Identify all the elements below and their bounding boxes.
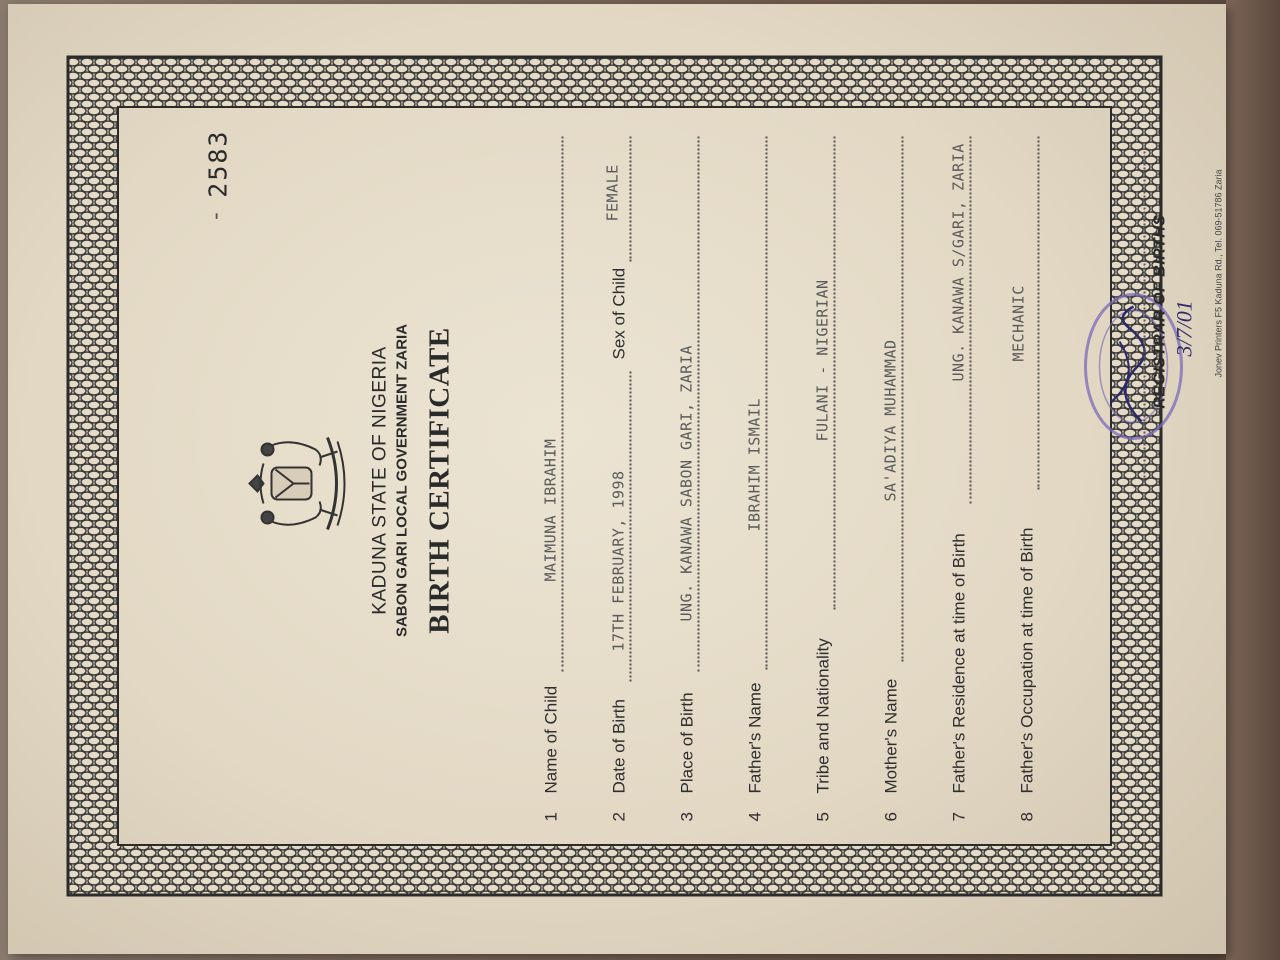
field-place-of-birth [678, 137, 702, 822]
certificate-content [92, 60, 1224, 902]
field-value: FULANI - NIGERIAN [813, 279, 832, 442]
field-fathers-name [746, 137, 770, 822]
field-number: 3 [677, 812, 697, 822]
field-value: IBRAHIM ISMAIL [745, 398, 764, 532]
certificate-title: BIRTH CERTIFICATE [423, 327, 456, 634]
registrar-of-births: REGISTRAR OF BIRTHS [1151, 214, 1169, 409]
field-fathers-residence [950, 137, 974, 822]
serial-number: 2583 [203, 129, 233, 198]
field-number: 5 [813, 812, 833, 822]
printer-imprint: Jonev Printers F5 Kaduna Rd., Tel. 069-51786 Zaria [1213, 169, 1224, 378]
field-label: Name of Child [541, 685, 561, 794]
dotted-line [562, 137, 564, 672]
lga-heading: SABON GARI LOCAL GOVERNMENT ZARIA [393, 323, 411, 638]
field-value: UNG. KANAWA S/GARI, ZARIA [949, 143, 968, 382]
sex-of-child-value: FEMALE [603, 164, 622, 222]
coat-of-arms-icon [242, 428, 360, 540]
field-value: MAIMUNA IBRAHIM [541, 438, 560, 582]
field-number: 1 [541, 812, 561, 822]
serial-dash: - [203, 209, 229, 223]
field-tribe-and-nationality [814, 137, 838, 822]
dotted-line [630, 372, 632, 682]
official-stamp-icon [1082, 292, 1186, 442]
field-label: Father's Occupation at time of Birth [1017, 527, 1037, 794]
field-label: Place of Birth [677, 692, 697, 794]
field-number: 8 [1017, 812, 1037, 822]
dotted-line [834, 137, 836, 610]
dotted-line [698, 137, 700, 672]
signature-line [1144, 152, 1146, 482]
field-value: UNG. KANAWA SABON GARI, ZARIA [677, 345, 696, 622]
field-fathers-occupation [1009, 137, 1042, 822]
dotted-line [902, 137, 904, 662]
dotted-line [1038, 137, 1040, 490]
dotted-line [970, 137, 972, 504]
field-number: 7 [949, 812, 969, 822]
sex-of-child-label: Sex of Child [609, 267, 629, 360]
field-label: Father's Name [745, 682, 765, 794]
field-number: 4 [745, 812, 765, 822]
field-date-of-birth [603, 137, 634, 822]
field-value: 17TH FEBRUARY, 1998 [609, 470, 628, 652]
dotted-line [766, 137, 768, 670]
field-label: Father's Residence at time of Birth [949, 533, 969, 794]
dotted-line [630, 137, 632, 262]
field-value: SA'ADIYA MUHAMMAD [881, 339, 900, 502]
field-mothers-name [882, 137, 906, 822]
field-label: Date of Birth [609, 699, 629, 794]
field-name-of-child [542, 137, 566, 822]
field-value: MECHANIC [1009, 285, 1028, 362]
field-label: Mother's Name [881, 678, 901, 794]
paper-stack-edge [1226, 0, 1280, 960]
field-number: 6 [881, 812, 901, 822]
signature-date: 3/7/01 [1171, 300, 1197, 357]
field-label: Tribe and Nationality [813, 638, 833, 794]
state-heading: KADUNA STATE OF NIGERIA [369, 346, 391, 615]
field-number: 2 [609, 812, 629, 822]
